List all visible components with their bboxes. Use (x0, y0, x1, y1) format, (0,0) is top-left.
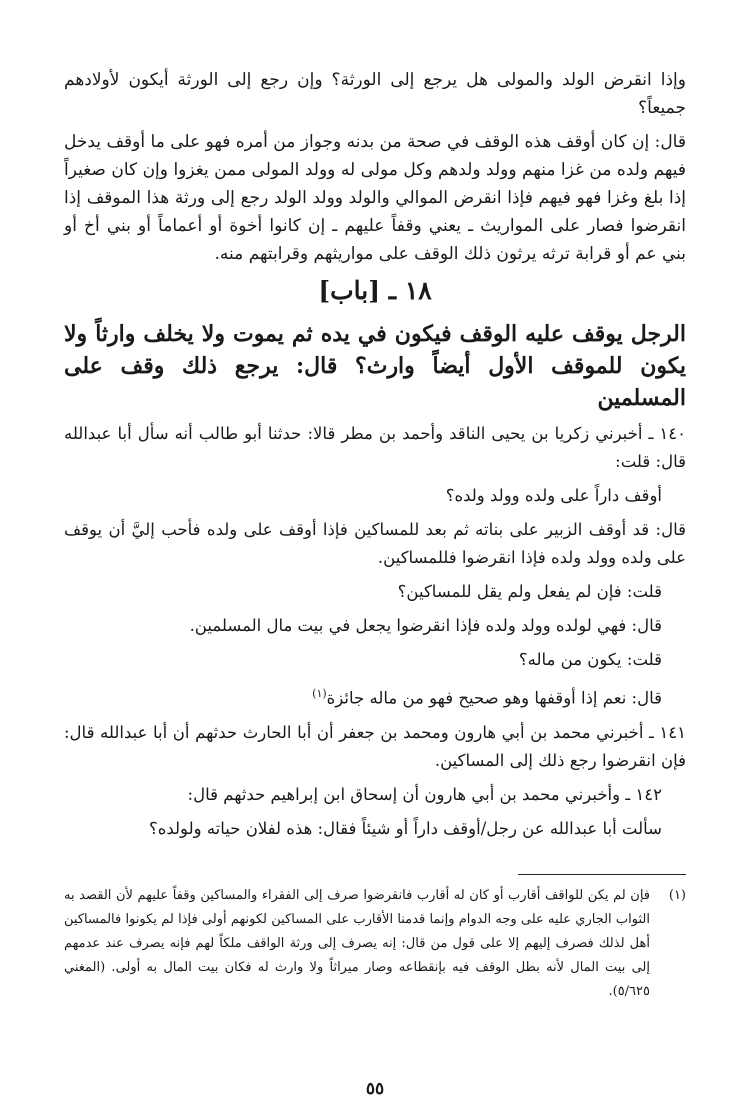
footnote-text: فإن لم يكن للواقف أقارب أو كان له أقارب فانقرضوا صرف إلى الفقراء والمساكين وقفاً عليهم لأن القصد به الثواب الجاري عليه على وجه الدوام وإنما قدمنا الأقارب على المساكين لكونهم أولى فإذا لم يكونوا فالمساكين أهل لذلك فصرف إليهم إلا على قول من قال: إنه يصرف إلى ورثة الواقف ملكاً لهم فإنه يصرف عند عدمهم إلى بيت المال لأنه بطل الوقف فيه بإنقطاعه وصار ميراثاً ولا وارث له فكان بيت المال به أولى. (المغني ٥/٦٢٥). (64, 888, 650, 999)
narration-141: ١٤١ ـ أخبرني محمد بن أبي هارون ومحمد بن جعفر أن أبا الحارث حدثهم أن أبا عبدالله قال: فإن انقرضوا رجع ذلك إلى المساكين. (64, 722, 686, 770)
answer-3-text: قال: نعم إذا أوقفها وهو صحيح فهو من ماله جائزة (326, 688, 662, 708)
narrations-section (64, 420, 686, 843)
narration-142-question: سألت أبا عبدالله عن رجل/أوقف داراً أو شيئاً فقال: هذه لفلان حياته ولولده؟ (148, 818, 662, 838)
answer-2: قال: فهي لولده وولد ولده فإذا انقرضوا يجعل في بيت مال المسلمين. (189, 616, 662, 635)
footnote-1 (64, 884, 686, 1004)
narration-142: ١٤٢ ـ وأخبرني محمد بن أبي هارون أن إسحاق ابن إبراهيم حدثهم قال: (187, 784, 662, 804)
page-number: ٥٥ (365, 1079, 385, 1099)
chapter-heading: ١٨ ـ [باب] (318, 276, 432, 305)
narration-140: ١٤٠ ـ أخبرني زكريا بن يحيى الناقد وأحمد بن مطر قالا: حدثنا أبو طالب أنه سأل أبا عبدالله قال: قلت: (64, 424, 686, 471)
question-1: أوقف داراً على ولده وولد ولده؟ (445, 486, 662, 505)
footnote-number: (١) (668, 888, 686, 903)
answer-3 (64, 680, 686, 713)
question-3: قلت: يكون من ماله؟ (518, 650, 662, 669)
answer-1: قال: قد أوقف الزبير على بناته ثم بعد للمساكين فإذا أوقف على ولده فأحب إليَّ أن يوقف على ولده وولد ولده فإذا انقرضوا فللمساكين. (64, 520, 686, 567)
question-2: قلت: فإن لم يفعل ولم يقل للمساكين؟ (397, 582, 662, 601)
intro-section (64, 66, 686, 268)
book-page (64, 66, 686, 1099)
footnotes-section (64, 884, 686, 1004)
chapter-title: الرجل يوقف عليه الوقف فيكون في يده ثم يموت ولا يخلف وارثاً ولا يكون للموقف الأول أيضاً وارث؟ قال: يرجع ذلك وقف على المسلمين (64, 321, 686, 411)
footnote-marker: (١) (312, 687, 327, 700)
intro-paragraph-1: وإذا انقرض الولد والمولى هل يرجع إلى الورثة؟ وإن رجع إلى الورثة أيكون لأولادهم جميعاً؟ (64, 70, 686, 118)
footnote-divider (518, 874, 686, 875)
intro-paragraph-2: قال: إن كان أوقف هذه الوقف في صحة من بدنه وجواز من أمره فهو على ما أوقف يدخل فيهم ولده من غزا منهم وولد ولدهم وكل مولى له وولد المولى ممن يغزوا وإن كان صغيراً إذا بلغ وغزا فهو فيهم فإذا انقرض الموالي والولد وولد الولد رجع إلى ورثة هذا الموقف إذا انقرضوا فصار على المواريث ـ يعني وقفاً عليهم ـ إن كانوا أخوة أو أعماماً أو بني أخ أو بني عم أو قرابة ترثه يرثون ذلك الوقف على مواريثهم وقرابتهم منه. (64, 132, 686, 264)
